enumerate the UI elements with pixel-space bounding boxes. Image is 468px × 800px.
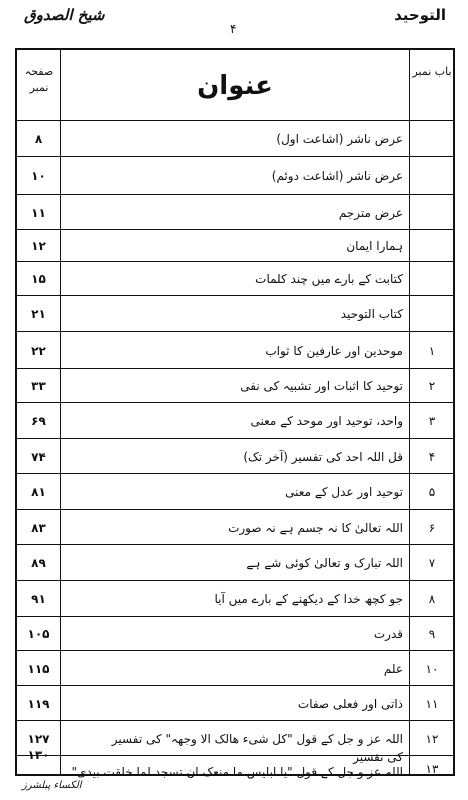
header-page-number: صفحہ نمبر [24, 65, 54, 94]
table-row [17, 296, 453, 332]
header-chapter-number: باب نمبر [412, 65, 452, 78]
row-title: عرض ناشر (اشاعت دوئم) [271, 169, 403, 183]
row-title: توحید کا اثبات اور تشبیہ کی نفی [240, 379, 403, 393]
row-title: ذاتی اور فعلی صفات [297, 696, 403, 711]
row-title: قل اللہ احد کی تفسیر (آخر تک) [243, 449, 403, 464]
row-page-number: ۷۴ [31, 449, 46, 464]
row-title: کتابت کے بارے میں چند کلمات [255, 272, 403, 286]
row-title-continuation: کی تفسیر [353, 750, 403, 764]
row-title: عرض مترجم [338, 205, 403, 220]
row-title: اللہ عز و جل کے قول "کل شیء ھالک الا وجھہ" کی تفسیر [111, 731, 403, 746]
row-page-number: ۱۱۹ [27, 696, 50, 711]
row-chapter-number: ۸ [428, 592, 436, 606]
row-title: اللہ تبارک و تعالیٰ کوئی شے ہے [246, 556, 403, 570]
row-title: واحد، توحید اور موحد کے معنی [250, 414, 403, 428]
row-chapter-number: ۱ [428, 343, 436, 358]
table-row [17, 651, 453, 686]
row-page-number: ۸۱ [31, 485, 46, 499]
row-chapter-number: ۴ [428, 449, 436, 464]
table-row [17, 510, 453, 545]
row-chapter-number: ۱۱ [425, 696, 439, 711]
row-page-number: ۱۰ [31, 169, 46, 183]
row-page-number: ۱۱۵ [27, 661, 50, 676]
table-row [17, 403, 453, 439]
row-page-number: ۶۹ [31, 414, 46, 428]
row-title: علم [383, 661, 403, 676]
table-row [17, 230, 453, 262]
row-page-number: ۱۳۰ [27, 748, 50, 762]
row-title: توحید اور عدل کے معنی [285, 485, 403, 499]
table-row [17, 686, 453, 721]
row-page-number: ۱۲ [31, 239, 46, 253]
running-header-book-title: التوحید [394, 6, 446, 24]
row-title: عرض ناشر (اشاعت اول) [276, 131, 403, 146]
table-row [17, 439, 453, 474]
row-title: جو کچھ خدا کے دیکھنے کے بارے میں آیا [214, 592, 403, 606]
table-row [17, 545, 453, 581]
row-title: قدرت [373, 627, 403, 641]
table-row [17, 262, 453, 296]
row-chapter-number: ۲ [428, 379, 436, 393]
table-row [17, 474, 453, 510]
row-page-number: ۱۰۵ [27, 627, 50, 641]
row-page-number: ۱۱ [31, 205, 46, 220]
row-chapter-number: ۱۰ [425, 661, 439, 676]
row-chapter-number: ۱۳ [425, 762, 439, 776]
row-chapter-number: ۹ [428, 627, 436, 641]
row-title: اللہ تعالیٰ کا نہ جسم ہے نہ صورت [228, 520, 403, 535]
table-row [17, 581, 453, 617]
row-page-number: ۲۲ [31, 343, 46, 358]
running-header-author: شیخ الصدوق [24, 6, 105, 24]
row-title: اللہ عز و جل کے قول "یا ابلیس ما منعک ان تسجد لما خلقت بیدی" [71, 765, 403, 779]
table-header-row [17, 50, 453, 121]
row-chapter-number: ۷ [428, 556, 436, 570]
row-chapter-number: ۵ [428, 485, 436, 499]
publisher-footer: الکساء پبلشرز [22, 780, 82, 791]
row-page-number: ۱۲۷ [27, 731, 50, 746]
table-row [17, 369, 453, 403]
row-page-number: ۲۱ [31, 307, 46, 321]
table-row [17, 617, 453, 651]
row-title: کتاب التوحید [340, 307, 403, 321]
row-page-number: ۹۱ [31, 592, 46, 606]
row-page-number: ۸ [34, 131, 43, 146]
page-number: ۴ [230, 22, 237, 36]
header-title: عنوان [197, 71, 273, 101]
table-row [17, 332, 453, 369]
row-page-number: ۸۳ [31, 520, 46, 535]
row-chapter-number: ۱۲ [425, 731, 439, 746]
row-title: ہمارا ایمان [346, 239, 403, 253]
table-row [17, 748, 453, 779]
row-chapter-number: ۶ [428, 520, 436, 535]
row-page-number: ۳۳ [31, 379, 46, 393]
row-title: موحدین اور عارفین کا ثواب [265, 343, 403, 358]
table-row [17, 157, 453, 195]
row-page-number: ۸۹ [31, 556, 46, 570]
table-of-contents [15, 48, 455, 779]
table-row [17, 120, 453, 157]
row-chapter-number: ۳ [428, 414, 436, 428]
row-page-number: ۱۵ [31, 272, 46, 286]
table-row [17, 195, 453, 230]
